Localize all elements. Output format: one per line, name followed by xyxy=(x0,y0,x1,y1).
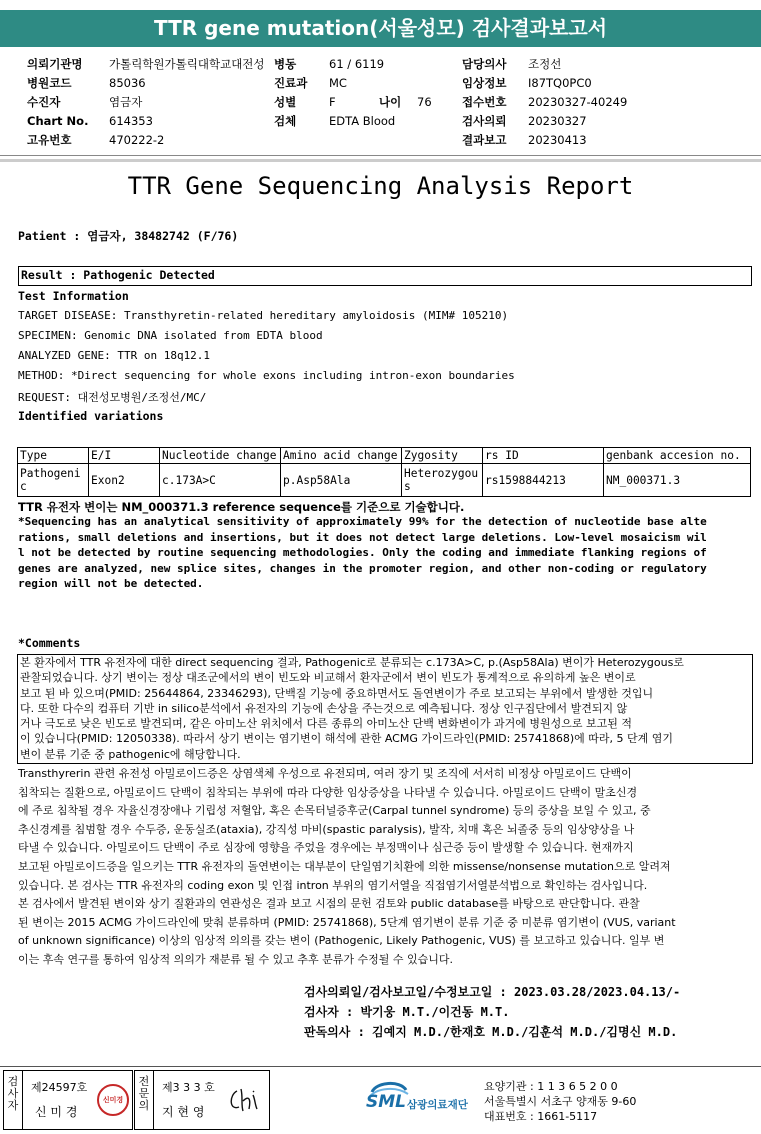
sensitivity-line: l not be detected by routine sequencing methodologies. Only the coding and immediate flanking regions of xyxy=(18,546,707,559)
header-label: 의뢰기관명 xyxy=(27,57,83,71)
header-row xyxy=(27,131,265,150)
org-address: 서울특별시 서초구 양재동 9-60 xyxy=(484,1095,637,1108)
header-row xyxy=(27,74,265,93)
reviewer-license-no: 제3 3 3 호 xyxy=(162,1081,215,1094)
header-label: 성별 xyxy=(274,95,297,109)
header-row xyxy=(274,74,432,93)
tester-stamp xyxy=(97,1084,129,1116)
header-divider xyxy=(0,155,761,156)
table-header-row xyxy=(18,448,751,464)
header-value: 20230413 xyxy=(528,133,587,147)
header-row xyxy=(27,112,265,131)
sensitivity-line: rations, small deletions and insertions, but it does not detect large deletions. Low-level mosaicism wil xyxy=(18,530,707,544)
result-text: Result : Pathogenic Detected xyxy=(21,268,215,282)
header-value: 염금자 xyxy=(109,95,143,109)
variant-table xyxy=(17,447,751,497)
header-label: 담당의사 xyxy=(462,57,507,71)
sensitivity-line: genes are analyzed, new splice sites, changes in the promoter region, and other non-coding or regulatory xyxy=(18,561,707,575)
sensitivity-line: *Sequencing has an analytical sensitivity of approximately 99% for the detection of nucleotide base alte xyxy=(18,515,707,528)
tester-box xyxy=(3,1070,133,1130)
reference-note: TTR 유전자 변이는 NM_000371.3 reference sequence를 기준으로 기술합니다. xyxy=(18,500,465,514)
header-row xyxy=(462,55,627,74)
comments-heading: *Comments xyxy=(18,636,81,650)
header-label: 검사의뢰 xyxy=(462,114,507,128)
header-label: 고유번호 xyxy=(27,133,72,147)
header-divider-shadow xyxy=(0,159,761,162)
header-value: 470222-2 xyxy=(109,133,165,147)
header-value: F xyxy=(329,95,336,109)
comment-line: 있습니다. 본 검사는 TTR 유전자의 coding exon 및 인접 intron 부위의 염기서열을 직접염기서열분석법으로 확인하는 검사입니다. xyxy=(18,878,648,892)
header-value: 85036 xyxy=(109,76,146,90)
org-code: 요양기관 : 1 1 3 6 5 2 0 0 xyxy=(484,1080,618,1093)
comment-line: Transthyrerin 관련 유전성 아밀로이드증은 상염색체 우성으로 유전되며, 여러 장기 및 조직에 서서히 비정상 아밀로이드 단백이 xyxy=(18,767,632,780)
test-info-gene: ANALYZED GENE: TTR on 18q12.1 xyxy=(18,349,211,362)
header-label: 결과보고 xyxy=(462,133,507,147)
tester-license-no: 제24597호 xyxy=(31,1081,88,1094)
identified-heading: Identified variations xyxy=(18,409,164,423)
sml-logo-text: SML xyxy=(366,1092,406,1112)
header-value: EDTA Blood xyxy=(329,114,396,128)
header-value: 614353 xyxy=(109,114,153,128)
header-value: 20230327 xyxy=(528,114,587,128)
comment-box xyxy=(17,654,753,764)
header-row xyxy=(274,93,432,112)
header-row xyxy=(462,112,627,131)
header-value: MC xyxy=(329,76,347,90)
table-row xyxy=(18,464,751,497)
header-label: 병원코드 xyxy=(27,76,72,90)
comment-body xyxy=(18,765,753,970)
comment-line: 본 검사에서 발견된 변이와 상기 질환과의 연관성은 결과 보고 시점의 문헌 검토와 public database를 바탕으로 판단합니다. 관찰 xyxy=(18,897,640,911)
comment-line: 보고된 아밀로이드증을 일으키는 TTR 유전자의 돌연변이는 대부분이 단일염기치환에 의한 missense/nonsense mutation으로 알려져 xyxy=(18,859,671,873)
header-col3 xyxy=(462,55,627,150)
comment-line: 본 환자에서 TTR 유전자에 대한 direct sequencing 결과, Pathogenic로 분류되는 c.173A>C, p.(Asp58Ala) 변이가 Heterozygous로 xyxy=(20,656,684,669)
header-label: 진료과 xyxy=(274,76,308,90)
table-header: Amino acid change xyxy=(281,448,402,464)
table-header: E/I xyxy=(89,448,160,464)
comment-line: 침착되는 질환으로, 아밀로이드 단백이 침착되는 부위에 따라 다양한 임상증상을 나타낼 수 있습니다. 아밀로이드 단백이 말초신경 xyxy=(18,785,638,799)
header-row xyxy=(462,74,627,93)
comment-line: 에 주로 침착될 경우 자율신경장애나 기립성 저혈압, 혹은 손목터널증후군(Carpal tunnel syndrome) 등의 증상을 보일 수 있고, 중 xyxy=(18,804,651,818)
table-header: Type xyxy=(18,448,89,464)
table-cell: Heterozygou s xyxy=(402,464,483,497)
comment-line: 타낼 수 있습니다. 아밀로이드 단백이 주로 심장에 영향을 주었을 경우에는 부정맥이나 심근증 등이 발생할 수 있습니다. 현재까지 xyxy=(18,841,634,855)
reviewer-box xyxy=(134,1070,270,1130)
header-label: 검체 xyxy=(274,114,297,128)
header-value: I87TQ0PC0 xyxy=(528,76,592,90)
age-value: 76 xyxy=(417,95,432,109)
table-cell: rs1598844213 xyxy=(483,464,604,497)
comment-line: 된 변이는 2015 ACMG 가이드라인에 맞춰 분류하며 (PMID: 25741868), 5단계 염기변이 분류 기준 중 미분류 염기변이 (VUS, variant xyxy=(18,915,676,929)
header-value: 61 / 6119 xyxy=(329,57,385,71)
org-name: 삼광의료재단 xyxy=(407,1099,468,1111)
org-phone: 대표번호 : 1661-5117 xyxy=(484,1110,598,1123)
report-title: TTR Gene Sequencing Analysis Report xyxy=(127,172,634,200)
table-cell: Exon2 xyxy=(89,464,160,497)
test-info-specimen: SPECIMEN: Genomic DNA isolated from EDTA blood xyxy=(18,329,323,342)
result-box xyxy=(18,266,752,286)
header-row xyxy=(274,112,432,131)
header-row xyxy=(27,93,265,112)
table-header: rs ID xyxy=(483,448,604,464)
table-cell: p.Asp58Ala xyxy=(281,464,402,497)
comment-line: 추신경계를 침범할 경우 수두증, 운동실조(ataxia), 강직성 마비(spastic paralysis), 발작, 치매 혹은 뇌졸중 등의 임상양상을 나 xyxy=(18,822,635,836)
comment-line: 보고 된 바 있으며(PMID: 25644864, 23346293), 단백질 기능에 중요하면서도 돌연변이가 주로 보고되는 부위에서 발생한 것입니 xyxy=(20,686,654,700)
patient-line: Patient : 염금자, 38482742 (F/76) xyxy=(18,229,239,243)
header-row xyxy=(462,93,627,112)
header-value: 가톨릭학원가톨릭대학교대전성 xyxy=(109,57,265,71)
table-header: Zygosity xyxy=(402,448,483,464)
table-header: Nucleotide change xyxy=(160,448,281,464)
header-col1 xyxy=(27,55,265,150)
tester-vertical-label: 검사자 xyxy=(7,1075,19,1112)
testers: 검사자 : 박기웅 M.T./이건동 M.T. xyxy=(304,1005,510,1019)
table-header: genbank accesion no. xyxy=(604,448,751,464)
comment-line: 관찰되었습니다. 상기 변이는 정상 대조군에서의 변이 빈도와 비교해서 환자군에서 변이 빈도가 통계적으로 유의하게 높은 변이로 xyxy=(20,671,636,685)
test-info-heading: Test Information xyxy=(18,289,129,303)
comment-line: 다. 또한 다수의 컴퓨터 기반 in silico분석에서 유전자의 기능에 손상을 주는것으로 예측됩니다. 정상 인구집단에서 발견되지 않 xyxy=(20,701,628,715)
header-row xyxy=(27,55,265,74)
reviewer-vertical-label: 전문의 xyxy=(138,1075,150,1112)
header-label: 수진자 xyxy=(27,95,61,109)
header-value: 20230327-40249 xyxy=(528,95,628,109)
header-row xyxy=(462,131,627,150)
table-cell: NM_000371.3 xyxy=(604,464,751,497)
comment-box-text xyxy=(20,655,752,762)
comment-line: 이 있습니다(PMID: 12050338). 따라서 상기 변이는 염기변이 해석에 관한 ACMG 가이드라인(PMID: 25741868)에 따라, 5 단계 염기 xyxy=(20,732,673,746)
tester-name: 신 미 경 xyxy=(35,1105,78,1119)
age-label: 나이 xyxy=(379,95,402,109)
comment-line: of unknown significance) 이상의 임상적 의의를 갖는 변이 (Pathogenic, Likely Pathogenic, VUS) 를 보고하고 있습니다. 일부 변 xyxy=(18,934,665,948)
test-info-disease: TARGET DISEASE: Transthyretin-related hereditary amyloidosis (MIM# 105210) xyxy=(18,309,509,322)
reviewers: 판독의사 : 김예지 M.D./한재호 M.D./김훈석 M.D./김명신 M.D. xyxy=(304,1025,678,1039)
sensitivity-note xyxy=(18,514,753,592)
reviewer-signature-icon xyxy=(227,1085,263,1115)
table-cell: Pathogeni c xyxy=(18,464,89,497)
footer-divider xyxy=(0,1066,761,1067)
report-dates: 검사의뢰일/검사보고일/수정보고일 : 2023.03.28/2023.04.13/- xyxy=(304,985,681,999)
comment-line: 변이 분류 기준 중 pathogenic에 해당합니다. xyxy=(20,747,241,761)
header-label: 병동 xyxy=(274,57,297,71)
comment-line: 거나 극도로 낮은 빈도로 발견되며, 같은 아미노산 위치에서 다른 종류의 아미노산 단백 변화변이가 과거에 병원성으로 보고된 적 xyxy=(20,717,632,731)
comment-line: 이는 후속 연구를 통하여 임상적 의의가 재분류 될 수 있고 추후 분류가 수정될 수 있습니다. xyxy=(18,952,453,966)
report-banner: TTR gene mutation(서울성모) 검사결과보고서 xyxy=(0,10,761,47)
header-label: 임상정보 xyxy=(462,76,507,90)
test-info-method: METHOD: *Direct sequencing for whole exons including intron-exon boundaries xyxy=(18,369,515,382)
stamp-text: 신미경 xyxy=(102,1096,124,1104)
reviewer-name: 지 현 영 xyxy=(162,1105,205,1119)
header-col2 xyxy=(274,55,432,131)
table-cell: c.173A>C xyxy=(160,464,281,497)
header-label: 접수번호 xyxy=(462,95,507,109)
header-label: Chart No. xyxy=(27,114,89,128)
header-value: 조정선 xyxy=(528,57,562,71)
sensitivity-line: region will not be detected. xyxy=(18,577,204,590)
test-info-request: REQUEST: 대전성모병원/조정선/MC/ xyxy=(18,391,207,404)
header-row xyxy=(274,55,432,74)
